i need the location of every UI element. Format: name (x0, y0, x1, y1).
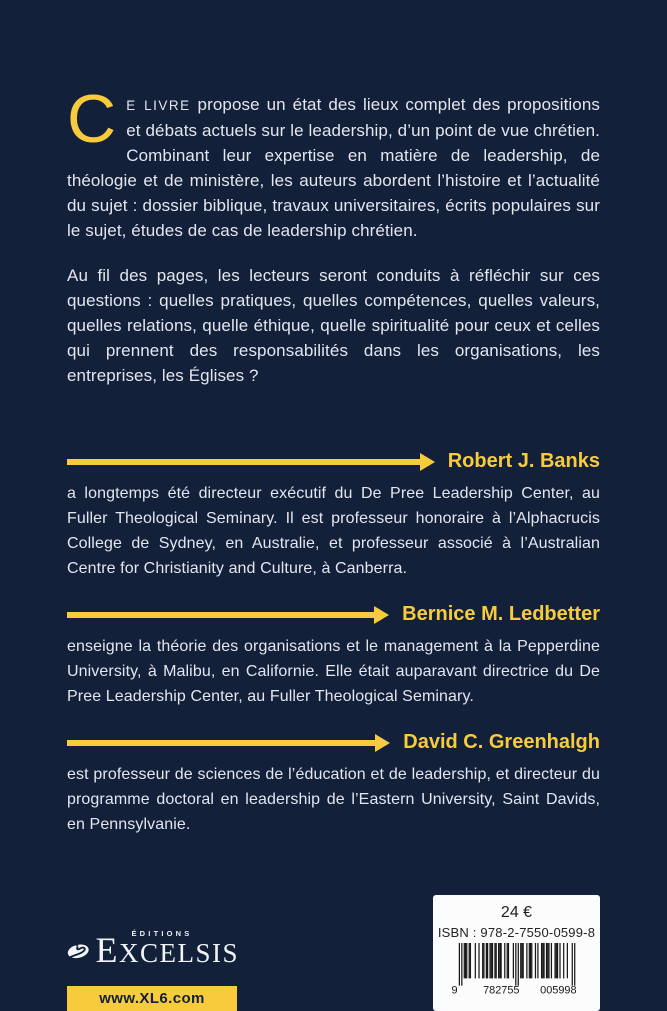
author-name: David C. Greenhalgh (403, 731, 600, 753)
author-name: Bernice M. Ledbetter (402, 603, 600, 625)
arrow-shaft (67, 459, 420, 465)
publisher-wordmark-stack (95, 928, 239, 970)
publisher-logo-row (67, 922, 239, 980)
synopsis-text-1: propose un état des lieux complet des propositions et débats actuels sur le leadership, d’un point de vue chrétien. Combinant leur expertise en matière de leadership, de théologie et de ministère, les auteurs abordent l’histoire et l’actualité du sujet : dossier biblique, travaux universitaires, écrits populaires sur le sujet, études de cas de leadership chrétien. (67, 95, 601, 240)
synopsis-paragraph-1 (67, 81, 601, 243)
excelsis-globe-road-icon (67, 922, 89, 980)
arrow-shaft (67, 740, 375, 746)
dropcap-letter: C (67, 81, 117, 157)
synopsis-paragraph-2: Au fil des pages, les lecteurs seront conduits à réfléchir sur ces questions : quelles pratiques, quelles compétences, quelles valeurs, quelles relations, quelle éthique, quelle spiritualité pour ceux et celles qui prennent des responsabilités dans les organisations, les entreprises, les Églises ? (67, 266, 600, 385)
lead-smallcaps: E LIVRE (126, 98, 191, 113)
isbn-label: ISBN : 978-2-7550-0599-8 (437, 925, 596, 940)
price-label: 24 € (500, 904, 533, 921)
author-header (67, 731, 600, 754)
author-section-ledbetter (67, 603, 600, 709)
publisher-wordmark: EXCELSIS (95, 929, 239, 970)
author-name: Robert J. Banks (447, 450, 600, 472)
ean13-barcode (450, 943, 584, 995)
publisher-block (67, 922, 239, 1011)
author-section-greenhalgh (67, 731, 600, 837)
arrow-tip (375, 734, 390, 752)
svg-text:9: 9 (450, 984, 458, 995)
arrow-tip (374, 606, 389, 624)
svg-text:782755: 782755 (482, 984, 520, 995)
arrow-right-icon (67, 453, 435, 471)
author-bio: enseigne la théorie des organisations et le management à la Pepperdine University, à Malibu, en Californie. Elle était auparavant directrice du De Pree Leadership Center, au Fuller Theological Seminary. (67, 638, 600, 705)
author-header (67, 603, 600, 626)
imprint-label: ÉDITIONS (131, 928, 193, 938)
author-header (67, 450, 600, 473)
footer (67, 895, 600, 1011)
author-bio: a longtemps été directeur exécutif du De Pree Leadership Center, au Fuller Theological Seminary. Il est professeur honoraire à l’Alphacrucis College de Sydney, en Australie, et professeur associé à l’Australian Centre for Christianity and Culture, à Canberra. (67, 485, 600, 577)
barcode-box (433, 895, 600, 1011)
website-url: www.XL6.com (99, 990, 205, 1007)
authors-section (67, 450, 600, 837)
svg-text:005998: 005998 (539, 984, 577, 995)
author-section-banks (67, 450, 600, 581)
author-bio: est professeur de sciences de l’éducation et de leadership, et directeur du programme doctoral en leadership de l’Eastern University, Saint Davids, en Pennsylvanie. (67, 766, 600, 833)
arrow-tip (420, 453, 435, 471)
website-bar (67, 986, 237, 1011)
arrow-right-icon (67, 606, 389, 624)
arrow-right-icon (67, 734, 390, 752)
arrow-shaft (67, 612, 374, 618)
